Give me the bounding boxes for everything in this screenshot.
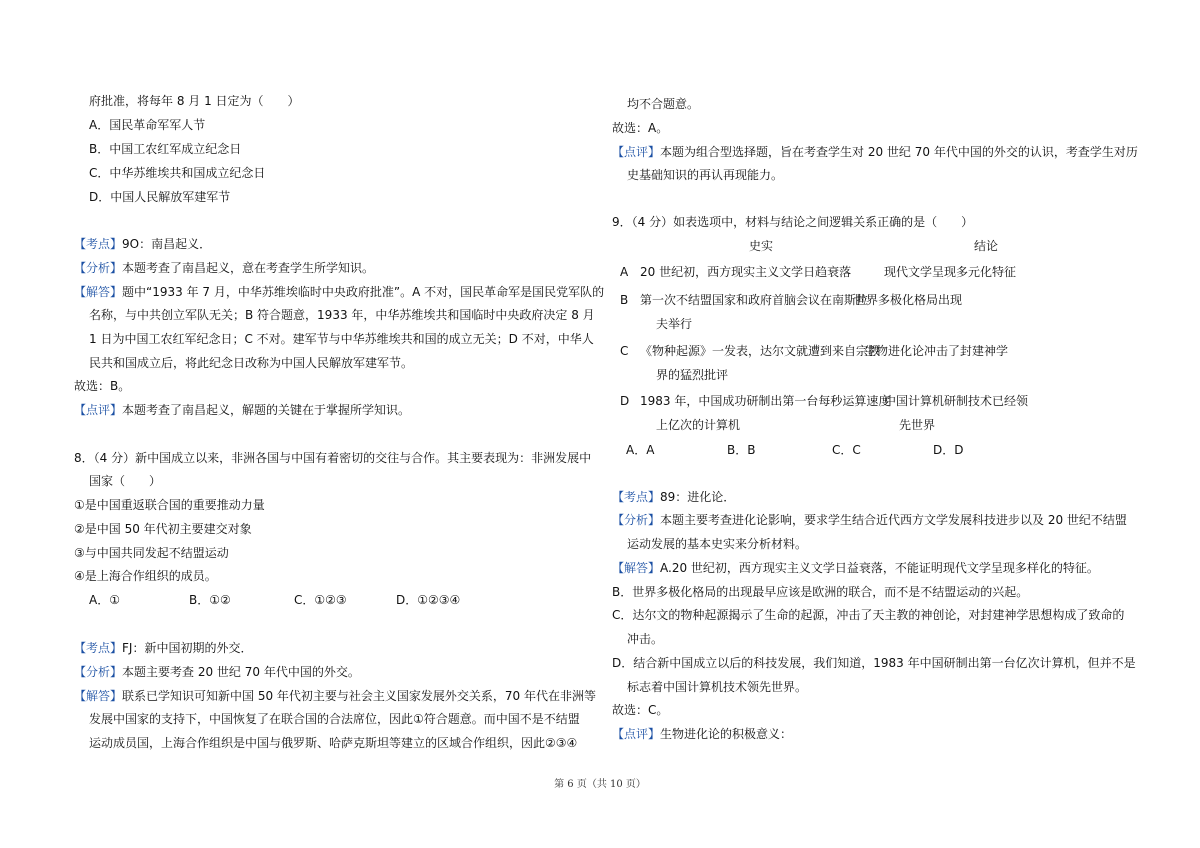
q9-option-c: C．C (832, 443, 861, 457)
q9-jieda-line: C．达尔文的物种起源揭示了生命的起源，冲击了天主教的神创论，对封建神学思想构成了致命的 (612, 608, 1125, 622)
q8-jieda (74, 688, 596, 704)
q9-jieda-line: 冲击。 (627, 632, 664, 646)
dianping-text: 本题考查了南昌起义，解题的关键在于掌握所学知识。 (122, 403, 411, 417)
q9-row-conclusion: 现代文学呈现多元化特征 (884, 265, 1017, 279)
q9-table-header-conclusion: 结论 (974, 239, 999, 253)
q9-row-letter: B (620, 293, 629, 307)
q7-dianping (74, 402, 410, 418)
q8-dianping (612, 144, 1138, 160)
fenxi-text: 本题主要考查 20 世纪 70 年代中国的外交。 (122, 665, 360, 679)
fenxi-text: 本题考查了南昌起义，意在考查学生所学知识。 (122, 261, 375, 275)
kaodian-tag: 【考点】 (612, 490, 661, 504)
q9-row-letter: C (620, 344, 629, 358)
q9-kaodian (612, 489, 735, 505)
q7-option-c: C．中华苏维埃共和国成立纪念日 (89, 166, 266, 180)
q9-fenxi-line: 运动发展的基本史实来分析材料。 (627, 537, 808, 551)
q9-row-fact: 20 世纪初，西方现实主义文学日趋衰落 (640, 265, 852, 279)
q8-stem: 8．（4 分）新中国成立以来，非洲各国与中国有着密切的交往与合作。其主要表现为：非洲发展中 (74, 451, 592, 465)
fenxi-tag: 【分析】 (612, 513, 661, 527)
jieda-text: A.20 世纪初，西方现实主义文学日益衰落，不能证明现代文学呈现多样化的特征。 (660, 561, 1099, 575)
q9-jieda-line: B．世界多极化格局的出现最早应该是欧洲的联合，而不是不结盟运动的兴起。 (612, 585, 1029, 599)
q8-option-d: D．①②③④ (396, 593, 461, 607)
q8-option-c: C．①②③ (294, 593, 347, 607)
q7-option-b: B．中国工农红军成立纪念日 (89, 142, 242, 156)
q9-row-conclusion: 生物进化论冲击了封建神学 (864, 344, 1009, 358)
q8-stem-line: 国家（ ） (89, 474, 162, 488)
q8-fenxi (74, 664, 360, 680)
q9-option-d: D．D (933, 443, 964, 457)
dianping-tag: 【点评】 (612, 727, 661, 741)
q9-option-a: A．A (626, 443, 655, 457)
q8-jieda-line: 运动成员国，上海合作组织是中国与俄罗斯、哈萨克斯坦等建立的区域合作组织，因此②③④ (89, 736, 578, 750)
q9-dianping (612, 726, 792, 742)
q7-jieda-line: 民共和国成立后，将此纪念日改称为中国人民解放军建军节。 (89, 356, 414, 370)
q7-jieda-line: 1 日为中国工农红军纪念日；C 不对。建军节与中华苏维埃共和国的成立无关；D 不对，中华人 (89, 332, 594, 346)
q8-item-2: ②是中国 50 年代初主要建交对象 (74, 522, 252, 536)
q8-dianping-line: 史基础知识的再认再现能力。 (627, 168, 784, 182)
q9-option-b: B．B (727, 443, 756, 457)
q9-table-header-fact: 史实 (749, 239, 774, 253)
q8-item-4: ④是上海合作组织的成员。 (74, 569, 217, 583)
q7-stem-continued: 府批准，将每年 8 月 1 日定为（ ） (89, 94, 300, 108)
q8-item-1: ①是中国重返联合国的重要推动力量 (74, 498, 265, 512)
q9-row-conclusion: 中国计算机研制技术已经领 (884, 394, 1029, 408)
q8-kaodian (74, 640, 252, 656)
q9-stem: 9．（4 分）如表选项中，材料与结论之间逻辑关系正确的是（ ） (612, 215, 974, 229)
jieda-tag: 【解答】 (74, 285, 123, 299)
q9-row-fact: 《物种起源》一发表，达尔文就遭到来自宗教 (640, 344, 881, 358)
q8-item-3: ③与中国共同发起不结盟运动 (74, 546, 229, 560)
jieda-text: 联系已学知识可知新中国 50 年代初主要与社会主义国家发展外交关系，70 年代在非洲等 (122, 689, 597, 703)
q9-row-letter: A (620, 265, 629, 279)
jieda-text: 题中“1933 年 7 月，中华苏维埃临时中央政府批准”。A 不对，国民革命军是国民党军队的 (122, 285, 605, 299)
q7-option-d: D．中国人民解放军建军节 (89, 190, 231, 204)
q9-jieda-line: 标志着中国计算机技术领先世界。 (627, 680, 808, 694)
q9-row-fact: 第一次不结盟国家和政府首脑会议在南斯拉 (640, 293, 869, 307)
fenxi-text: 本题主要考查进化论影响，要求学生结合近代西方文学发展科技进步以及 20 世纪不结盟 (660, 513, 1127, 527)
q7-answer: 故选：B。 (74, 379, 131, 393)
q7-jieda (74, 284, 604, 300)
kaodian-text: 89：进化论． (660, 490, 736, 504)
q9-row-fact-cont: 上亿次的计算机 (656, 418, 741, 432)
dianping-text: 本题为组合型选择题，旨在考查学生对 20 世纪 70 年代中国的外交的认识，考查学生对历 (660, 145, 1138, 159)
q8-jieda-line: 发展中国家的支持下，中国恢复了在联合国的合法席位，因此①符合题意。而中国不是不结盟 (89, 712, 580, 726)
q8-jieda-line: 均不合题意。 (627, 97, 700, 111)
q9-row-conclusion-cont: 先世界 (899, 418, 936, 432)
kaodian-text: FJ：新中国初期的外交． (122, 641, 253, 655)
q8-option-a: A．① (89, 593, 120, 607)
jieda-tag: 【解答】 (612, 561, 661, 575)
dianping-text: 生物进化论的积极意义： (660, 727, 793, 741)
q7-kaodian (74, 236, 211, 252)
q7-option-a: A．国民革命军军人节 (89, 118, 206, 132)
q8-answer: 故选：A。 (612, 121, 669, 135)
q9-fenxi (612, 512, 1127, 528)
kaodian-text: 9O：南昌起义． (122, 237, 212, 251)
q7-fenxi (74, 260, 374, 276)
page-number: 第 6 页（共 10 页） (554, 779, 646, 790)
q9-row-fact-cont: 界的猛烈批评 (656, 368, 729, 382)
q9-jieda (612, 560, 1099, 576)
q9-row-fact-cont: 夫举行 (656, 317, 693, 331)
dianping-tag: 【点评】 (612, 145, 661, 159)
fenxi-tag: 【分析】 (74, 665, 123, 679)
dianping-tag: 【点评】 (74, 403, 123, 417)
q9-row-letter: D (620, 394, 630, 408)
q9-jieda-line: D．结合新中国成立以后的科技发展，我们知道，1983 年中国研制出第一台亿次计算机，但并不是 (612, 656, 1136, 670)
q9-answer: 故选：C。 (612, 703, 669, 717)
q9-row-fact: 1983 年，中国成功研制出第一台每秒运算速度 (640, 394, 891, 408)
kaodian-tag: 【考点】 (74, 641, 123, 655)
jieda-tag: 【解答】 (74, 689, 123, 703)
fenxi-tag: 【分析】 (74, 261, 123, 275)
q7-jieda-line: 名称，与中共创立军队无关；B 符合题意，1933 年，中华苏维埃共和国临时中央政府决定 8 月 (89, 308, 595, 322)
q8-option-b: B．①② (189, 593, 231, 607)
kaodian-tag: 【考点】 (74, 237, 123, 251)
q9-row-conclusion: 世界多极化格局出现 (854, 293, 963, 307)
